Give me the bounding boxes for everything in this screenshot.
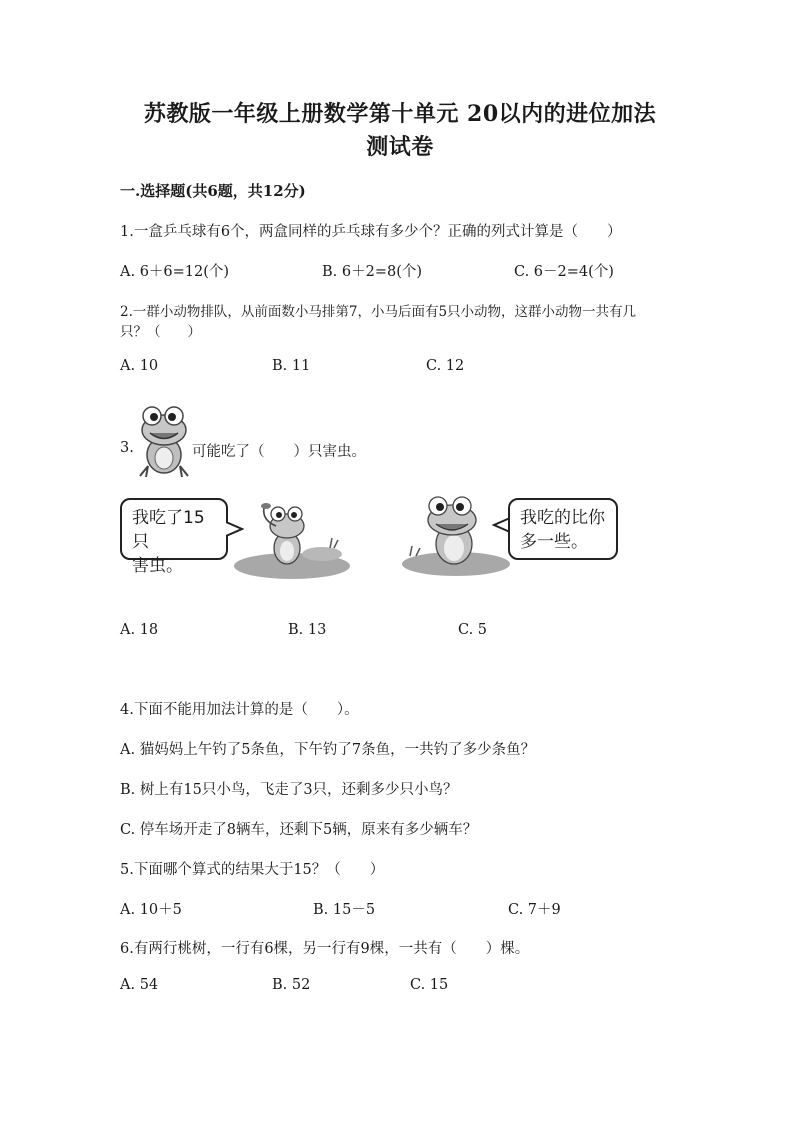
q2-option-a[interactable]: A. 10 (120, 358, 159, 374)
q5-option-a[interactable]: A. 10＋5 (120, 902, 182, 918)
question-5: 5.下面哪个算式的结果大于15？（ ） (120, 862, 385, 878)
q4-option-a[interactable]: A. 猫妈妈上午钓了5条鱼，下午钓了7条鱼，一共钓了多少条鱼？ (120, 742, 536, 758)
question-3-number: 3. (120, 440, 134, 456)
bubble-left-line2: 害虫。 (132, 556, 183, 576)
q4-option-b[interactable]: B. 树上有15只小鸟，飞走了3只，还剩多少只小鸟？ (120, 782, 458, 798)
q3-option-c[interactable]: C. 5 (458, 622, 488, 638)
q6-option-a[interactable]: A. 54 (120, 977, 159, 993)
q4-option-c[interactable]: C. 停车场开走了8辆车，还剩下5辆，原来有多少辆车？ (120, 822, 478, 838)
question-2-line2: 只？（ ） (120, 324, 201, 340)
page-title-line2: 测试卷 (366, 134, 434, 160)
question-2-line1: 2.一群小动物排队，从前面数小马排第7，小马后面有5只小动物，这群小动物一共有几 (120, 304, 637, 320)
q1-option-b[interactable]: B. 6＋2=8(个) (322, 264, 423, 280)
bubble-right-line2: 多一些。 (520, 532, 588, 552)
question-4: 4.下面不能用加法计算的是（ ）。 (120, 702, 359, 718)
page-title: 苏教版一年级上册数学第十单元 20以内的进位加法 (143, 101, 657, 127)
q6-option-c[interactable]: C. 15 (410, 977, 449, 993)
frog-on-lilypad-left-icon (232, 498, 362, 584)
q2-option-c[interactable]: C. 12 (426, 358, 465, 374)
q1-option-a[interactable]: A. 6＋6=12(个) (120, 264, 230, 280)
q5-option-b[interactable]: B. 15－5 (313, 902, 376, 918)
speech-bubble-left (120, 498, 228, 576)
q3-option-a[interactable]: A. 18 (120, 622, 159, 638)
q3-option-b[interactable]: B. 13 (288, 622, 327, 638)
q5-option-c[interactable]: C. 7＋9 (508, 902, 561, 918)
q2-option-b[interactable]: B. 11 (272, 358, 311, 374)
speech-bubble-right (508, 498, 618, 560)
question-1: 1.一盒乒乓球有6个，两盒同样的乒乓球有多少个？正确的列式计算是（ ） (120, 224, 622, 240)
frog-on-lilypad-right-icon (400, 492, 512, 582)
q6-option-b[interactable]: B. 52 (272, 977, 311, 993)
question-3-text: 可能吃了（ ）只害虫。 (192, 444, 366, 460)
section-heading: 一.选择题(共6题，共12分) (120, 182, 306, 200)
bubble-left-line1: 我吃了15只 (132, 508, 205, 552)
question-6: 6.有两行桃树，一行有6棵，另一行有9棵，一共有（ ）棵。 (120, 941, 530, 957)
q1-option-c[interactable]: C. 6－2=4(个) (514, 264, 614, 280)
frog-icon (134, 400, 194, 480)
bubble-right-line1: 我吃的比你 (520, 508, 605, 528)
